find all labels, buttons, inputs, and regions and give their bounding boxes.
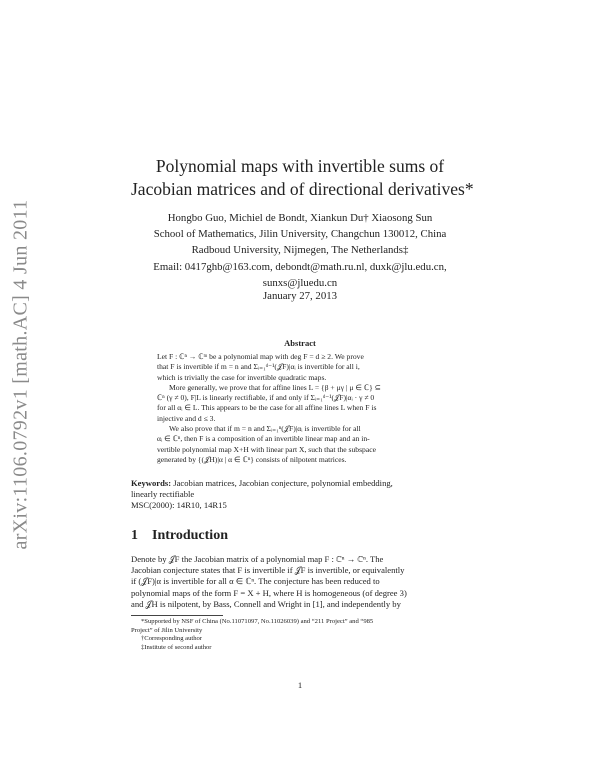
abstract-heading: Abstract xyxy=(284,338,316,348)
msc-classification: MSC(2000): 14R10, 14R15 xyxy=(131,500,227,510)
keywords-text: linearly rectifiable xyxy=(131,489,195,499)
abstract-paragraph xyxy=(157,383,445,424)
keywords xyxy=(131,478,469,500)
abstract-paragraph xyxy=(157,424,445,465)
body-line: Jacobian conjecture states that F is invertible if 𝒥F is invertible, or equivalently xyxy=(131,565,405,576)
keywords-line xyxy=(131,478,469,489)
arxiv-stamp xyxy=(8,184,34,564)
page-number: 1 xyxy=(297,680,303,690)
author-block xyxy=(131,210,469,291)
author-names: Hongbo Guo, Michiel de Bondt, Xiankun Du† Xiaosong Sun xyxy=(167,212,433,224)
footnote-rule xyxy=(131,615,223,616)
keywords-text: Jacobian matrices, Jacobian conjecture, polynomial embedding, xyxy=(173,478,393,488)
body-line: polynomial maps of the form F = X + H, where H is homogeneous (of degree 3) xyxy=(131,587,407,598)
footnote-continuation: Project” of Jilin University xyxy=(131,626,203,634)
abstract-line: αᵢ ∈ ℂⁿ, then F is a composition of an invertible linear map and an in- xyxy=(157,434,370,444)
paper-date: January 27, 2013 xyxy=(262,290,338,302)
footnote: ‡Institute of second author xyxy=(141,643,212,651)
intro-paragraph xyxy=(131,554,469,610)
footnote: *Supported by NSF of China (No.11071097, No.11026039) and “211 Project” and “985 xyxy=(141,618,374,625)
affiliation-line: School of Mathematics, Jilin University, Changchun 130012, China xyxy=(153,228,447,241)
abstract-paragraph xyxy=(157,352,445,383)
title-line: Jacobian matrices and of directional derivatives* xyxy=(131,179,474,199)
abstract-line: that F is invertible if m = n and Σᵢ₌₁ᵈ⁻¹(𝒥F)|αᵢ is invertible for all i, xyxy=(157,362,360,372)
abstract-line: Let F : ℂⁿ → ℂᵐ be a polynomial map with deg F = d ≥ 2. We prove xyxy=(157,352,364,361)
abstract-line: ℂⁿ (γ ≠ 0), F|L is linearly rectifiable, if and only if Σᵢ₌₁ᵈ⁻¹(𝒥F)|αᵢ · γ ≠ 0 xyxy=(157,393,375,403)
footnotes xyxy=(131,618,469,652)
body-line: if (𝒥F)|α is invertible for all α ∈ ℂⁿ. The conjecture has been reduced to xyxy=(131,576,380,587)
section-heading xyxy=(131,528,228,544)
affiliation-line: Radboud University, Nijmegen, The Netherlands‡ xyxy=(191,244,409,257)
abstract-line: which is trivially the case for invertible quadratic maps. xyxy=(157,372,327,382)
email-line: sunxs@jluedu.cn xyxy=(262,276,338,289)
arxiv-id: arXiv:1106.0792v1 [math.AC] 4 Jun 2011 xyxy=(9,199,32,549)
section-number: 1 xyxy=(131,528,138,543)
paper-title xyxy=(131,155,474,201)
title-line: Polynomial maps with invertible sums of xyxy=(155,156,445,176)
body-line: Denote by 𝒥F the Jacobian matrix of a polynomial map F : ℂⁿ → ℂⁿ. The xyxy=(131,554,384,564)
abstract-line: More generally, we prove that for affine lines L = {β + μγ | μ ∈ ℂ} ⊆ xyxy=(169,382,382,392)
body-line: and 𝒥H is nilpotent, by Bass, Connell and Wright in [1], and independently by xyxy=(131,598,401,609)
email-line: Email: 0417ghb@163.com, debondt@math.ru.nl, duxk@jlu.edu.cn, xyxy=(153,260,447,273)
abstract-line: injective and d ≤ 3. xyxy=(157,413,216,423)
abstract-body xyxy=(157,352,445,465)
abstract-line: We also prove that if m = n and Σᵢ₌₁ⁿ(𝒥F)|αᵢ is invertible for all xyxy=(169,424,361,434)
section-title: Introduction xyxy=(152,528,228,543)
footnote: †Corresponding author xyxy=(141,635,202,643)
keywords-label: Keywords: xyxy=(131,478,172,488)
abstract-line: for all αᵢ ∈ L. This appears to be the case for all affine lines L when F is xyxy=(157,403,377,413)
abstract-line: generated by {(𝒥H)|α | α ∈ ℂⁿ} consists of nilpotent matrices. xyxy=(157,454,347,464)
abstract-line: vertible polynomial map X+H with linear part X, such that the subspace xyxy=(157,444,376,454)
